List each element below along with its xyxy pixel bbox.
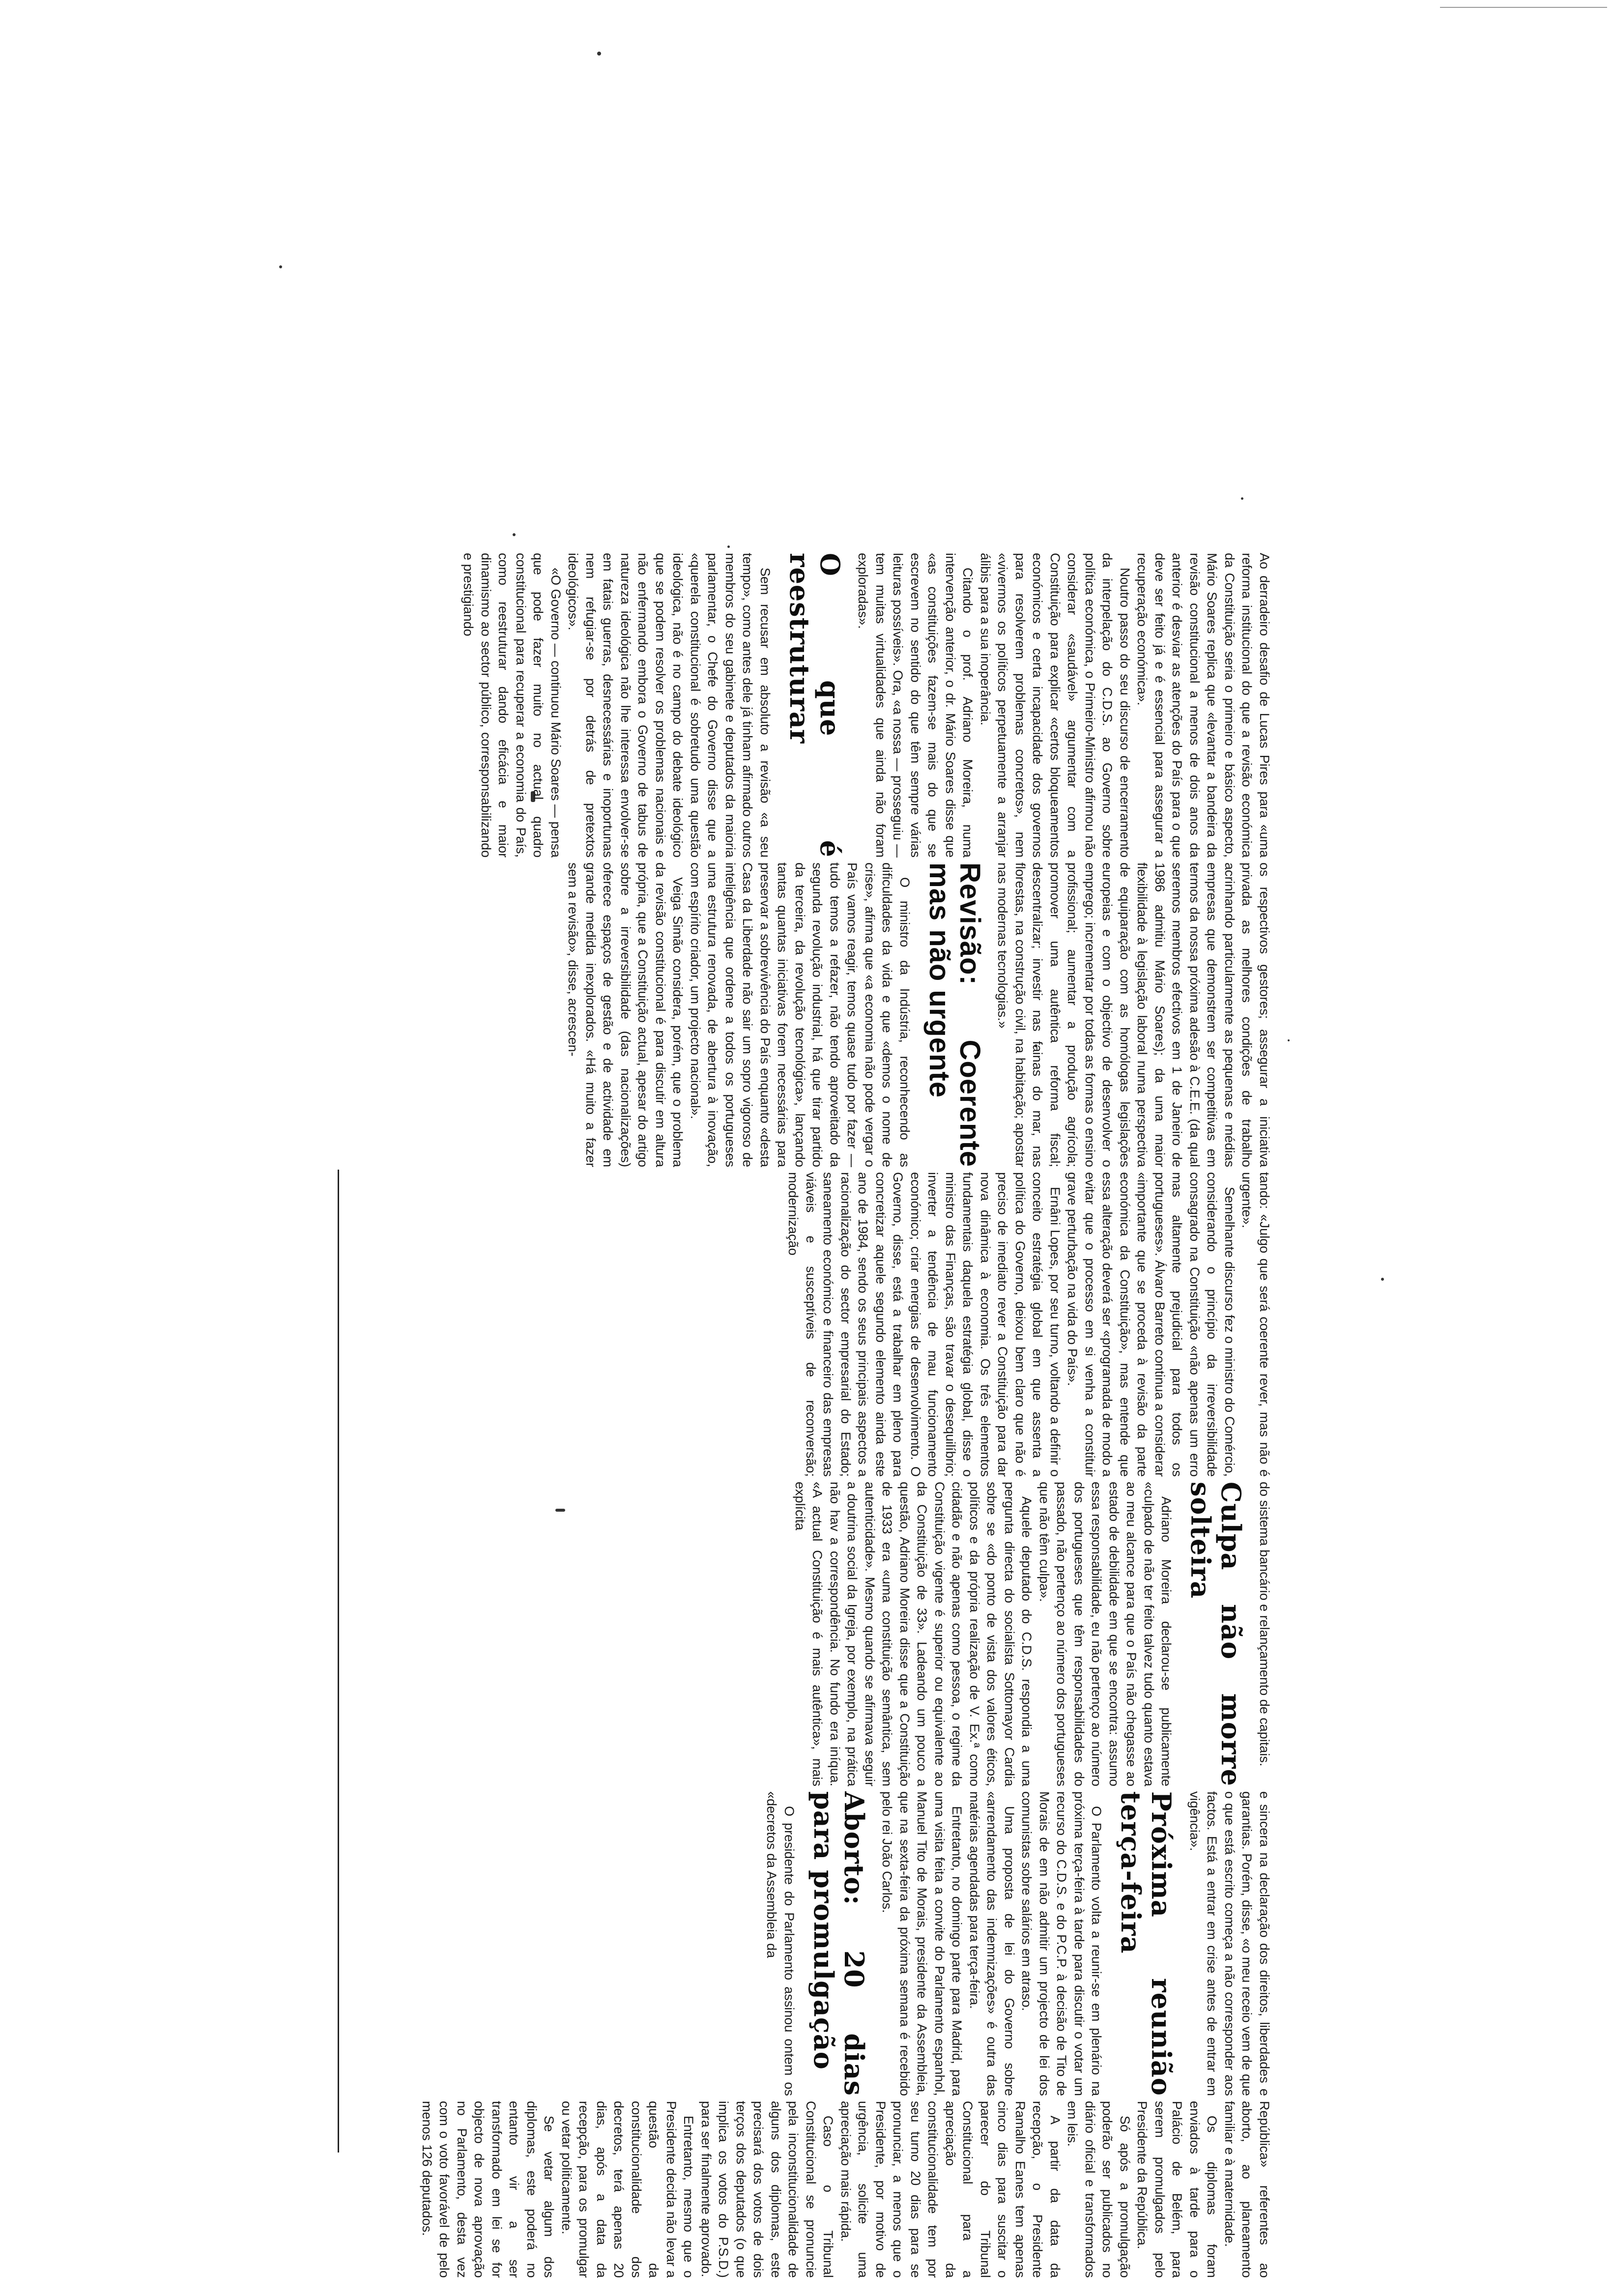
article-column-3 (344, 1172, 1273, 1477)
article-column-6 (344, 2101, 1273, 2278)
section-heading: O que é reestruturar (784, 553, 846, 858)
section-heading: Aborto: 20 dias para promulgação (808, 1791, 870, 2096)
article-column-5 (344, 1791, 1273, 2096)
paragraph: Ao derradeiro desafio de Lucas Pires para «uma reforma institucional do que a revisão económica da Constituição seria o primeiro e básico aspecto, Mário Soares replica que «levantar a bandeira da revisão constitucional a menos de dois anos da anterior é desviar as atenções do País para o que deve ser feito já e é essencial para assegurar a recuperação económica». (1135, 553, 1272, 858)
article-column-2 (0, 862, 1273, 1167)
paragraph: Ernâni Lopes, por seu turno, voltando a definir o conceito estratégia global em que assenta a política do Governo, deixou bem claro que não é preciso de imediato rever a Constituição para dar nova dinâmica à economia. Os três elementos fundamentais daquela estratégia global, disse o ministro das Finanças, são travar o desequilíbrio; inverter a tendência de mau funcionamento económico; criar energias de desenvolvimento. O Governo, disse, está a trabalhar em pleno para concretizar aquele segundo elemento ainda este ano de 1984, sendo os seus principais aspectos a racionalização do sector empresarial do Estado; saneamento económico e financeiro das empresas viáveis e susceptíveis de reconversão; modernização (786, 1172, 1063, 1477)
paragraph: Entretanto, no domingo parte para Madrid, para uma visita feita a convite do Parlamento espanhol, Manuel Tito de Morais, presidente da Assembleia, que na sexta-feira da próxima semana é recebido pelo rei João Carlos. (880, 1791, 965, 2096)
section-heading: Culpa não morre solteira (1185, 1482, 1247, 1786)
paragraph: Os diplomas foram enviados à tarde para o Palácio de Belém, para serem promulgados pelo Presidente da República. (1135, 2101, 1220, 2278)
paragraph: Só após a promulgação poderão ser publicados no diário oficial e transformados em leis. (1065, 2101, 1132, 2278)
paragraph: Caso o Tribunal Constitucional se pronuncie pela inconstitucionalidade de alguns dos diplomas, este precisará dos votos de dois terços dos deputados (o que implica os votos do P.S.D.) para ser finalmente aprovado. (699, 2101, 836, 2278)
paragraph: e sincera na declaração dos direitos, liberdades e garantias. Porém, disse, «o meu receio vem de que o que está escrito começa a não corresponder aos factos. Está a entrar em crise antes de entrar em vigência». (1187, 1791, 1272, 2096)
paragraph: O Parlamento volta a reunir-se em plenário na próxima terça-feira à tarde para discutir o votar um recurso do C.D.S. e do P.C.P. à decisão de Tito de Morais de em não admitir um projecto de lei dos comunistas sobre salários em atraso. (1019, 1791, 1104, 2096)
column-divider (338, 1170, 339, 2152)
paragraph: Citando o prof. Adriano Moreira, numa intervenção anterior, o dr. Mário Soares disse que «as constituições fazem-se mais do que se escrevem no sentido do que têm sempre várias leituras possíveis». Ora, «a nossa — prosseguiu — tem muitas virtualidades que ainda não foram exploradas». (856, 553, 976, 858)
paragraph: do sistema bancário e relançamento de capitais. (1257, 1482, 1272, 1767)
paragraph: A partir da data da recepção, o Presidente Ramalho Eanes tem apenas cinco dias para suscitar o parecer do Tribunal Constitucional para a apreciação da constitucionalidade tem por seu turno 20 dias para se pronunciar, a menos que o Presidente, por motivo de urgência, solicite uma apreciação mais rápida. (838, 2101, 1063, 2278)
paragraph: Entretanto, mesmo que o Presidente decida não levar a questão da constitucionalidade dos decretos, terá apenas 20 dias, após a data da recepção, para os promulgar ou vetar politicamente. (559, 2101, 696, 2278)
paragraph: Semelhante discurso fez o ministro do Comércio, considerando o princípio da irreversibilidade consagrado na Constituição «não apenas um erro mas altamente prejudicial para todos os portugueses». Álvaro Barreto continua a considerar «importante que se proceda à revisão da parte económica da Constituição», mas entende que essa alteração deverá ser «programada de modo a evitar que o processo em si venha a constituir grave perturbação na vida do País». (1065, 1172, 1237, 1477)
paragraph: Uma proposta de lei do Governo sobre «arrendamento das indemnizações» é outra das matérias agendadas para terça-feira. (967, 1791, 1017, 2096)
article-column-1 (0, 553, 1273, 858)
paragraph: O ministro da Indústria, reconhecendo as dificuldades da vida e que «demos o nome de crise», afirma que «a economia não pode vergar o País vamos reagir, temos quase tudo por fazer — tudo temos a refazer, não tendo aproveitado da segunda revolução industrial, há que tirar partido da terceira, da revolução tecnológica», lançando tantas quantas iniciativas forem necessárias para preservar a sobrevivência do País enquanto «desta Casa da Liberdade não sair um sopro vigoroso de inteligência que ordene a todos os portugueses uma estrutura renovada, de abertura à inovação, com espírito criador, um projecto nacional». (688, 862, 912, 1167)
article-column-4 (344, 1482, 1273, 1786)
paragraph: Aquele deputado do C.D.S. respondia a uma pergunta directa do socialista Sottomayor Cardia sobre se «do ponto de vista dos valores éticos, políticos e da própria realização de V. Ex.ª como cidadão e não apenas como pessoa, o regime da Constituição vigente é superior ou equivalente ao da Constituição de 33». Ladeando um pouco a questão, Adriano Moreira disse que a Constituição de 1933 era «uma constituição semântica, sem autenticidade». Mesmo quando se afirmava seguir a doutrina social da Igreja, por exemplo, na prática não hav a correspondência. No fundo era iníqua. «A actual Constituição é mais autêntica», mais explícita (793, 1482, 1035, 1786)
paragraph: Veiga Simão considera, porém, que o problema da revisão constitucional é para discutir em altura própria, que a Constituição actual, apesar do artigo sobre a irreversibilidade (das nacionalizações) oferece espaços de gestão e de actividade em grande medida inexplorados. «Há muito a fazer sem a revisão», disse, acrescen- (566, 862, 686, 1167)
paragraph: Adriano Moreira declarou-se publicamente «culpado de não ter feito talvez tudo quanto estava ao meu alcance para que o País não chegasse ao estado de debilidade em que se encontra: assumo essa responsabilidade, eu não pertenço ao número dos portugueses que têm responsabilidades do passado, não pertenço ao número dos portugueses que não têm culpa». (1037, 1482, 1174, 1786)
section-heading: Revisão: Coerente mas não urgente (923, 862, 986, 1167)
paragraph: Sem recusar em absoluto a revisão «a seu tempo», como antes dele já tinham afirmado outros membros do seu gabinete e deputados da maioria parlamentar, o Chefe do Governo disse que a «querela constitucional é sobretudo uma questão ideológica, não é no campo do debate ideológico que se podem resolver os problemas nacionais e não enfermando embora o Governo de tabus de natureza ideológica não lhe interessa envolver-se em fatais guerras, desnecessárias e inoportunas nem refugiar-se por detrás de pretextos ideológicos». (566, 553, 773, 858)
paragraph: O presidente do Parlamento assinou ontem os «decretos da Assembleia da (764, 1791, 797, 2096)
paragraph: tando: «Julgo que será coerente rever, mas não é urgente». (1239, 1172, 1272, 1477)
section-heading: Próxima reunião terça-feira (1115, 1791, 1178, 2096)
paragraph: Se vetar algum dos diplomas, este poderá no entanto vir a ser transformado em lei se for objecto de nova aprovação no Parlamento, desta vez com o voto favorável de pelo menos 126 deputados. (420, 2101, 557, 2278)
paragraph: República» referentes ao aborto, ao planeamento familiar e à maternidade. (1222, 2101, 1272, 2278)
paragraph: «O Governo — continuou Mário Soares — pensa que pode fazer muito no actual quadro constitucional para recuperar a economia do País, como reestruturar dando eficácia e maior dinamismo ao sector público, corresponsabilizando e prestigiando (461, 553, 563, 858)
paragraph: Noutro passo do seu discurso de encerramento da interpelação do C.D.S. ao Governo sobre política económica, o Primeiro-Ministro afirmou não considerar «saudável» argumentar com a Constituição para explicar «certos bloqueamentos económicos e certa incapacidade dos governos para resolverem problemas concretos», nem «vivermos os políticos perpetuamente a arranjar álibis para a sua inoperância. (978, 553, 1132, 858)
paragraph: os respectivos gestores; assegurar a iniciativa privada as melhores condições de trabalho acrinhando particularmente as pequenas e médias empresas que demonstrem ser competitivas em termos da nossa próxima adesão à C.E.E. (da qual seremos membros efectivos em 1 de Janeiro de 1986 admitiu Mário Soares); da uma maior flexibilidade à legislação laboral numa perspectiva de equiparação com as homólogas legislações europeias e com o objectivo de desenvolver o emprego; incrementar por todas as formas o ensino profissional; aumentar a produção agrícola; promover uma autêntica reforma fiscal; descentralizar; investir nas fainas do mar, nas florestas, na construção civil, na habitação; apostar nas modernas tecnologias.» (995, 862, 1272, 1167)
